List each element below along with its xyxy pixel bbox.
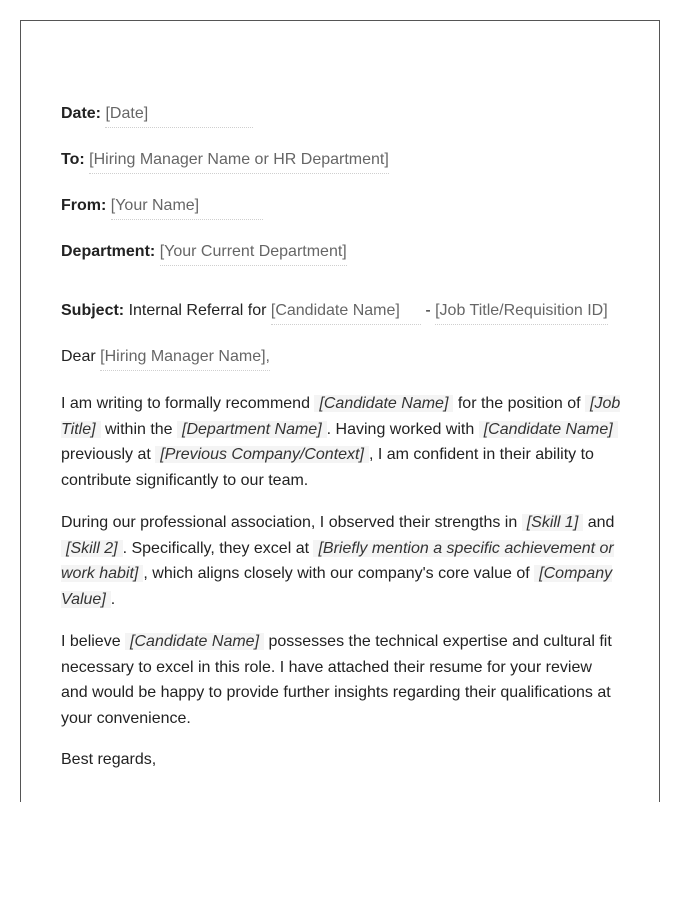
paragraph-text: possesses the technical expertise and cultural fit necessary to excel in this role. I have attached their resume for your review and would be happy to provide further insights regarding their qualifications at your convenience. [61,633,612,727]
subject-separator: - [425,302,431,319]
skill-2-placeholder[interactable]: [Skill 2] [61,540,123,557]
salutation-prefix: Dear [61,348,96,365]
department-placeholder[interactable]: [Your Current Department] [160,241,347,266]
letter-content [61,103,621,771]
letter-page [20,20,660,802]
paragraph-recommendation [61,391,621,493]
department-field [61,241,621,266]
paragraph-text: . Specifically, they excel at [122,539,310,557]
paragraph-text: . Having worked with [326,420,475,438]
department-label: Department: [61,243,156,260]
paragraph-text: I believe [61,633,121,650]
from-placeholder[interactable]: [Your Name] [111,195,263,220]
paragraph-text: . [110,590,116,608]
to-field [61,149,621,174]
paragraph-text: previously at [61,446,151,463]
achievement-placeholder[interactable]: [Briefly mention a specific achievement or work habit] [61,539,614,582]
from-field [61,195,621,220]
subject-prefix: Internal Referral for [128,302,267,319]
salutation [61,346,621,371]
previous-company-placeholder[interactable]: [Previous Company/Context] [155,446,369,463]
salutation-name-placeholder[interactable]: [Hiring Manager Name], [100,346,270,371]
date-placeholder[interactable]: [Date] [105,103,253,128]
candidate-name-placeholder[interactable]: [Candidate Name] [314,395,453,412]
paragraph-text: I am writing to formally recommend [61,395,310,412]
to-label: To: [61,151,85,168]
subject-candidate-placeholder[interactable]: [Candidate Name] [271,300,421,325]
from-label: From: [61,197,107,214]
paragraph-text: , I am confident in their ability to contribute significantly to our team. [61,446,594,489]
closing: Best regards, [61,751,157,768]
job-title-placeholder[interactable]: [Job Title] [61,395,621,438]
department-name-placeholder[interactable]: [Department Name] [177,421,327,438]
candidate-name-placeholder[interactable]: [Candidate Name] [479,421,618,438]
subject-label: Subject: [61,302,125,319]
subject-job-placeholder[interactable]: [Job Title/Requisition ID] [435,300,608,325]
paragraph-text: and [587,514,615,531]
paragraph-text: for the position of [457,395,581,412]
paragraph-text: , which aligns closely with our company's core value of [143,565,530,582]
date-label: Date: [61,105,102,122]
company-value-placeholder[interactable]: [Company Value] [61,565,613,608]
to-placeholder[interactable]: [Hiring Manager Name or HR Department] [89,149,389,174]
paragraph-strengths [61,510,621,612]
candidate-name-placeholder[interactable]: [Candidate Name] [125,633,264,650]
subject-line [61,300,621,325]
date-field [61,103,621,128]
paragraph-text: within the [104,420,173,438]
paragraph-conclusion [61,629,621,731]
paragraph-text: During our professional association, I observed their strengths in [61,514,518,531]
skill-1-placeholder[interactable]: [Skill 1] [522,514,584,531]
